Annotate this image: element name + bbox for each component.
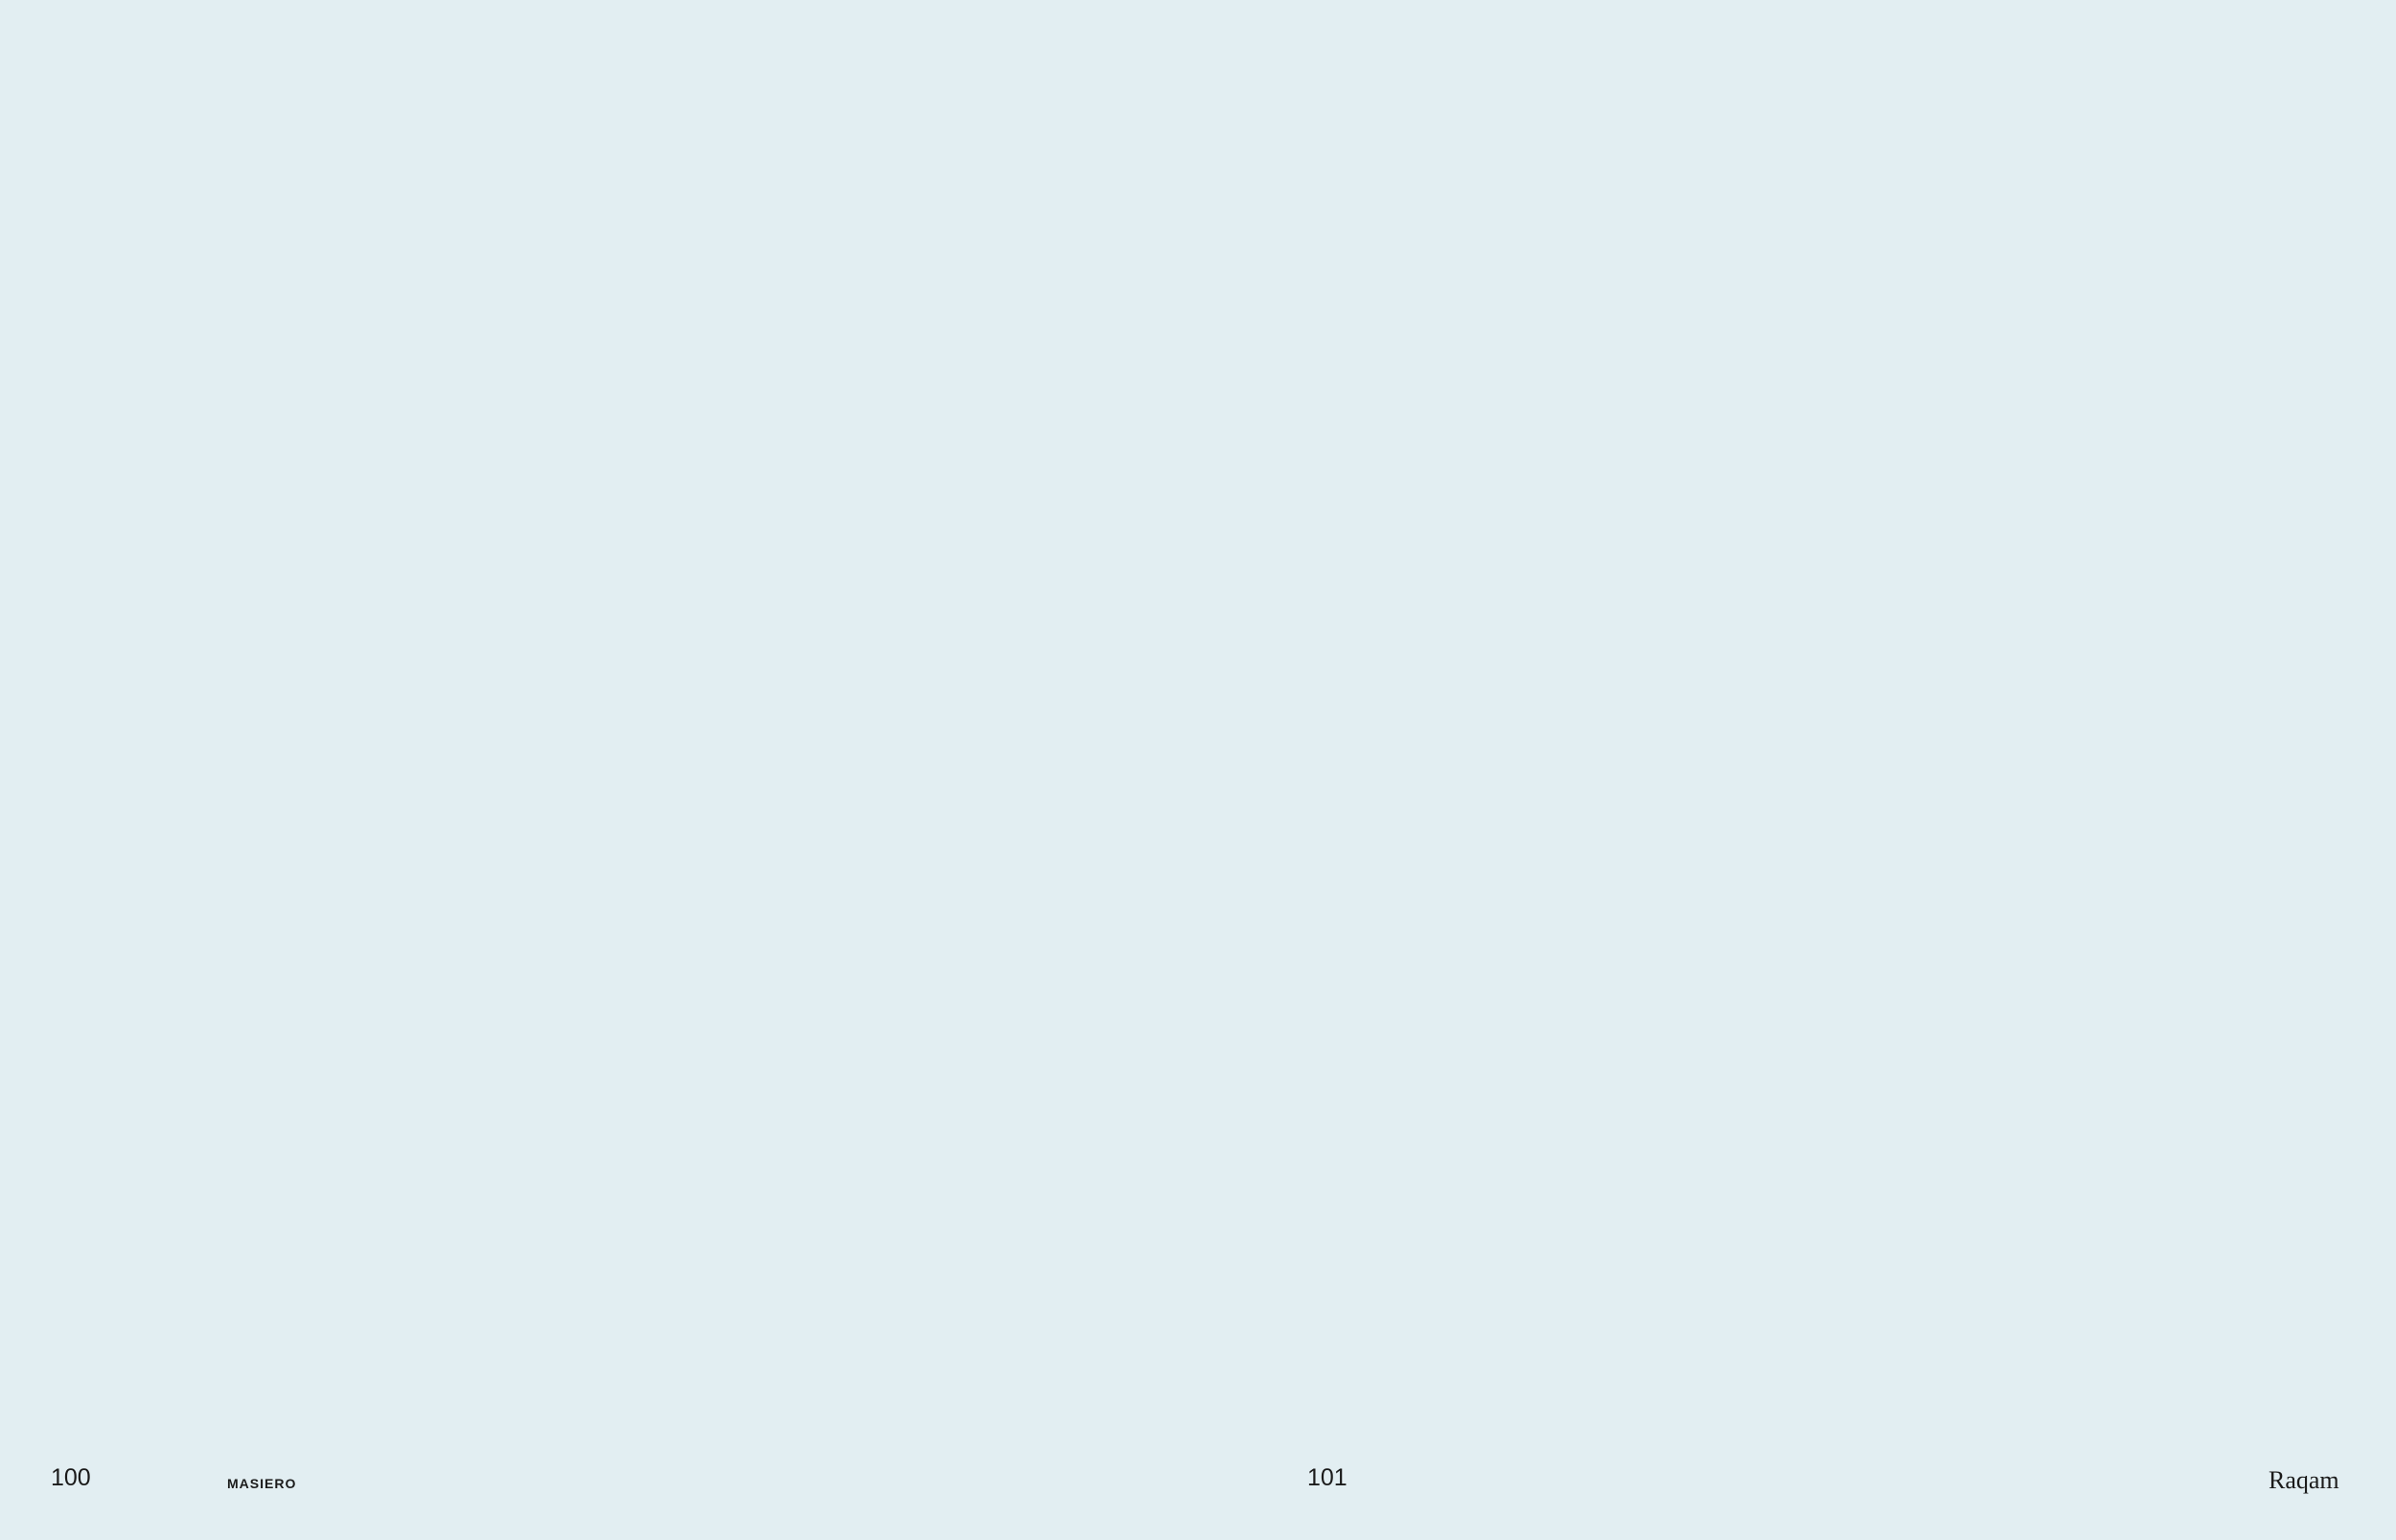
page-number-left: 100	[51, 1464, 91, 1491]
brand-name: MASIERO	[227, 1476, 297, 1491]
page-number-right: 101	[1307, 1464, 1348, 1491]
collection-logo: Raqam	[2269, 1466, 2339, 1494]
